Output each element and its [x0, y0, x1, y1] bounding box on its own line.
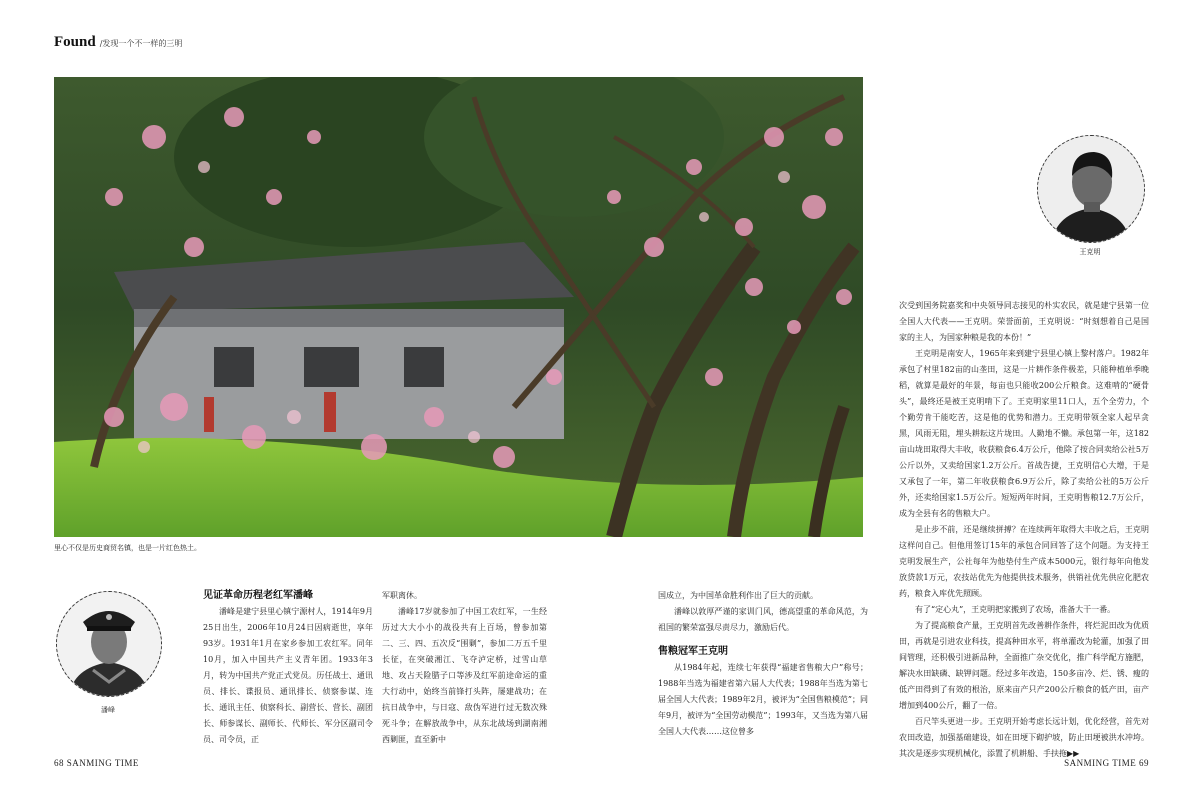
- continue-arrow-icon: ▶▶: [1067, 749, 1080, 758]
- page-number-left: 68 SANMING TIME: [54, 758, 139, 768]
- peach-blossom-village-illustration: [54, 77, 863, 537]
- portrait-pan-feng: [56, 591, 162, 697]
- wang-paragraph-3: 是止步不前，还是继续拼搏？在连续两年取得大丰收之后，王克明这样问自己。但他用签订15年的承包合同回答了这个问题。为支持王克明发展生产，公社每年为他垫付生产成本5000元，银行每年向他发放贷款1万元，农技站优先为他提供技术服务，供销社优先供应化肥农药，粮食入库优先照顾。: [899, 525, 1149, 598]
- text-column-4: [899, 298, 1149, 762]
- portrait-name-pan: 潘峰: [101, 706, 115, 714]
- wang-paragraph-4: 有了“定心丸”，王克明把家搬到了农场，准备大干一番。: [915, 605, 1116, 614]
- text-column-1: [203, 588, 373, 748]
- page-number-right: SANMING TIME 69: [1064, 758, 1149, 768]
- wang-paragraph-1: 从1984年起，连续七年获得“福建省售粮大户”称号；1988年当选为福建省第六届人大代表；1988年当选为第七届全国人大代表；1989年2月，被评为“全国售粮模范”；同年9月，被评为“全国劳动模范”；1993年，又当选为第八届全国人大代表……这位曾多: [658, 663, 868, 736]
- soldier-portrait-icon: [57, 592, 161, 696]
- man-portrait-icon: [1038, 136, 1144, 242]
- pan-paragraph-1-continued: 军职离休。: [382, 591, 422, 600]
- pan-paragraph-2-continued: 国成立，为中国革命胜利作出了巨大的贡献。: [658, 591, 818, 600]
- wang-paragraph-6: [899, 714, 1149, 762]
- wang-paragraph-5: 为了提高粮食产量，王克明首先改善耕作条件，将烂泥田改为优质田，再就是引进农业科技，提高种田水平，将单灌改为轮灌，加强了田间管理，还积极引进新品种，全面推广杂交优化，推广科学配方施肥，解决水田缺磷、缺钾问题。经过多年改造，150多亩冷、烂、锈、瘦的低产田得到了有效的根治，原来亩产只产200公斤粮食的低产田，亩产增加到400公斤，翻了一倍。: [899, 621, 1149, 710]
- text-column-2: [382, 588, 547, 748]
- pan-paragraph-2: 潘峰17岁就参加了中国工农红军，一生经历过大大小小的战役共有上百场，曾参加第二、三、四、五次反“围剿”，参加二万五千里长征，在突破湘江、飞夺泸定桥，过雪山草地、攻占天险腊子口等涉及红军前途命运的重大行动中，始终当前锋打头阵，屡建战功；在抗日战争中，与日寇、敌伪军进行过无数次殊死斗争；在解放战争中，从东北战场到湖南湘西剿匪，直至新中: [382, 607, 547, 744]
- pan-paragraph-1: 潘峰是建宁县里心镇宁源村人，1914年9月25日出生，2006年10月24日因病逝世，享年93岁。1931年1月在家乡参加工农红军。同年10月，加入中国共产主义青年团。1933年3月，转为中国共产党正式党员。历任战士、通讯员、排长、谍报员、通讯排长、侦察参谋、连长、通讯主任、侦察科长、副营长、营长、副团长、师参谋长、副师长、代师长、军分区副司令员、司令员，正: [203, 607, 373, 744]
- pan-feng-heading: 见证革命历程老红军潘峰: [203, 590, 313, 601]
- photo-caption: 里心不仅是历史商贸名镇，也是一片红色热土。: [54, 544, 201, 552]
- section-header: [54, 34, 182, 51]
- pan-paragraph-3: 潘峰以敦厚严谨的家训门风，德高望重的革命风范，为祖国的繁荣富强尽责尽力，激励后代。: [658, 607, 868, 632]
- text-column-3: [658, 588, 868, 740]
- portrait-name-wang: 王克明: [1079, 248, 1101, 256]
- wang-keming-heading: 售粮冠军王克明: [658, 646, 728, 657]
- main-photo-peach-blossoms: [54, 77, 863, 537]
- wang-paragraph-6-text: 百尺竿头更进一步。王克明开始考虑长远计划，优化经营，首先对农田改造，加强基础建设，如在田埂下砌护坡，防止田埂被洪水冲垮。其次是逐步实现机械化，添置了机耕船、手扶拖: [899, 717, 1149, 758]
- wang-paragraph-2: 王克明是南安人，1965年来到建宁县里心镇上黎村落户。1982年承包了村里182亩的山垄田，这是一片耕作条件极差，只能种植单季晚稻，就算是最好的年景，每亩也只能收200公斤粮食。这难啃的“硬骨头”，最终还是被王克明啃下了。王克明家里11口人，五个全劳力，个个勤劳肯干能吃苦，这是他的优势和潜力。王克明带领全家人起早贪黑，风雨无阻，埋头耕耘这片垅田。人勤地不懒。承包第一年，这182亩山垅田取得大丰收，收获粮食6.4万公斤，他除了按合同卖给公社5万公斤以外，又卖给国家1.2万公斤。首战告捷，王克明信心大增，于是又承包了一年，第二年收获粮食6.9万公斤，除了卖给公社的5万公斤外，还卖给国家1.5万公斤。短短两年时间，王克明售粮12.7万公斤，成为全县有名的售粮大户。: [899, 349, 1149, 518]
- section-title: Found: [54, 34, 96, 50]
- portrait-wang-keming: [1037, 135, 1145, 243]
- wang-paragraph-1-continued: 次受到国务院嘉奖和中央领导同志接见的朴实农民，就是建宁县第一位全国人大代表——王克明。荣誉面前，王克明说：“时刻想着自己是国家的主人，为国家种粮是我的本份！”: [899, 301, 1149, 342]
- section-subtitle: /发现一个不一样的三明: [99, 39, 183, 48]
